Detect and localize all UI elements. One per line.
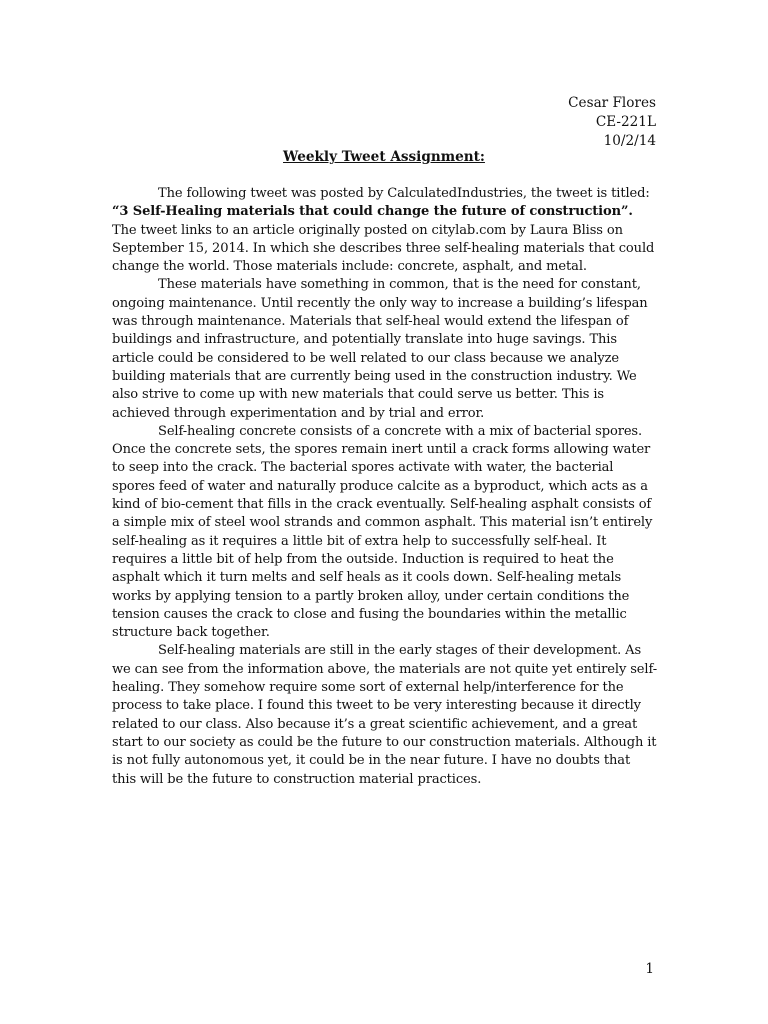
document-title: Weekly Tweet Assignment: — [283, 149, 485, 165]
paragraph-1-lead: The following tweet was posted by CalculatedIndustries, the tweet is titled: — [158, 186, 650, 201]
header-block — [568, 94, 656, 151]
page-number: 1 — [645, 961, 654, 977]
paragraph-1 — [112, 185, 657, 276]
paragraph-2: These materials have something in common, that is the need for constant, ongoing maintenance. Until recently the only way to increase a building’s lifespan was through maintenance. Materials that self-heal would extend the lifespan of buildings and infrastructure, and potentially translate into huge savings. This article could be considered to be well related to our class because we analyze building materials that are currently being used in the construction industry. We also strive to come up with new materials that could serve us better. This is achieved through experimentation and by trial and error. — [112, 277, 648, 421]
paragraph-3: Self-healing concrete consists of a concrete with a mix of bacterial spores. Once the concrete sets, the spores remain inert until a crack forms allowing water to seep into the crack. The bacterial spores activate with water, the bacterial spores feed of water and naturally produce calcite as a byproduct, which acts as a kind of bio-cement that fills in the crack eventually. Self-healing asphalt consists of a simple mix of steel wool strands and common asphalt. This material isn’t entirely self-healing as it requires a little bit of extra help to successfully self-heal. It requires a little bit of help from the outside. Induction is required to heat the asphalt which it turn melts and self heals as it cools down. Self-healing metals works by applying tension to a partly broken alloy, under certain conditions the tension causes the crack to close and fusing the boundaries within the metallic structure back together. — [112, 423, 653, 641]
author-name: Cesar Flores — [568, 95, 656, 111]
paragraph-1-rest: The tweet links to an article originally posted on citylab.com by Laura Bliss on September 15, 2014. In which she describes three self-healing materials that could change the world. Those materials include: concrete, asphalt, and metal. — [112, 222, 655, 275]
document-body — [112, 185, 657, 789]
tweet-headline: “3 Self-Healing materials that could change the future of construction”. — [112, 204, 633, 220]
course-code: CE-221L — [595, 114, 656, 130]
document-date: 10/2/14 — [603, 133, 656, 149]
paragraph-4: Self-healing materials are still in the early stages of their development. As we can see from the information above, the materials are not quite yet entirely self-healing. They somehow require some sort of external help/interference for the process to take place. I found this tweet to be very interesting because it directly related to our class. Also because it’s a great scientific achievement, and a great start to our society as could be the future to our construction materials. Although it is not fully autonomous yet, it could be in the near future. I have no doubts that this will be the future to construction material practices. — [112, 643, 657, 787]
